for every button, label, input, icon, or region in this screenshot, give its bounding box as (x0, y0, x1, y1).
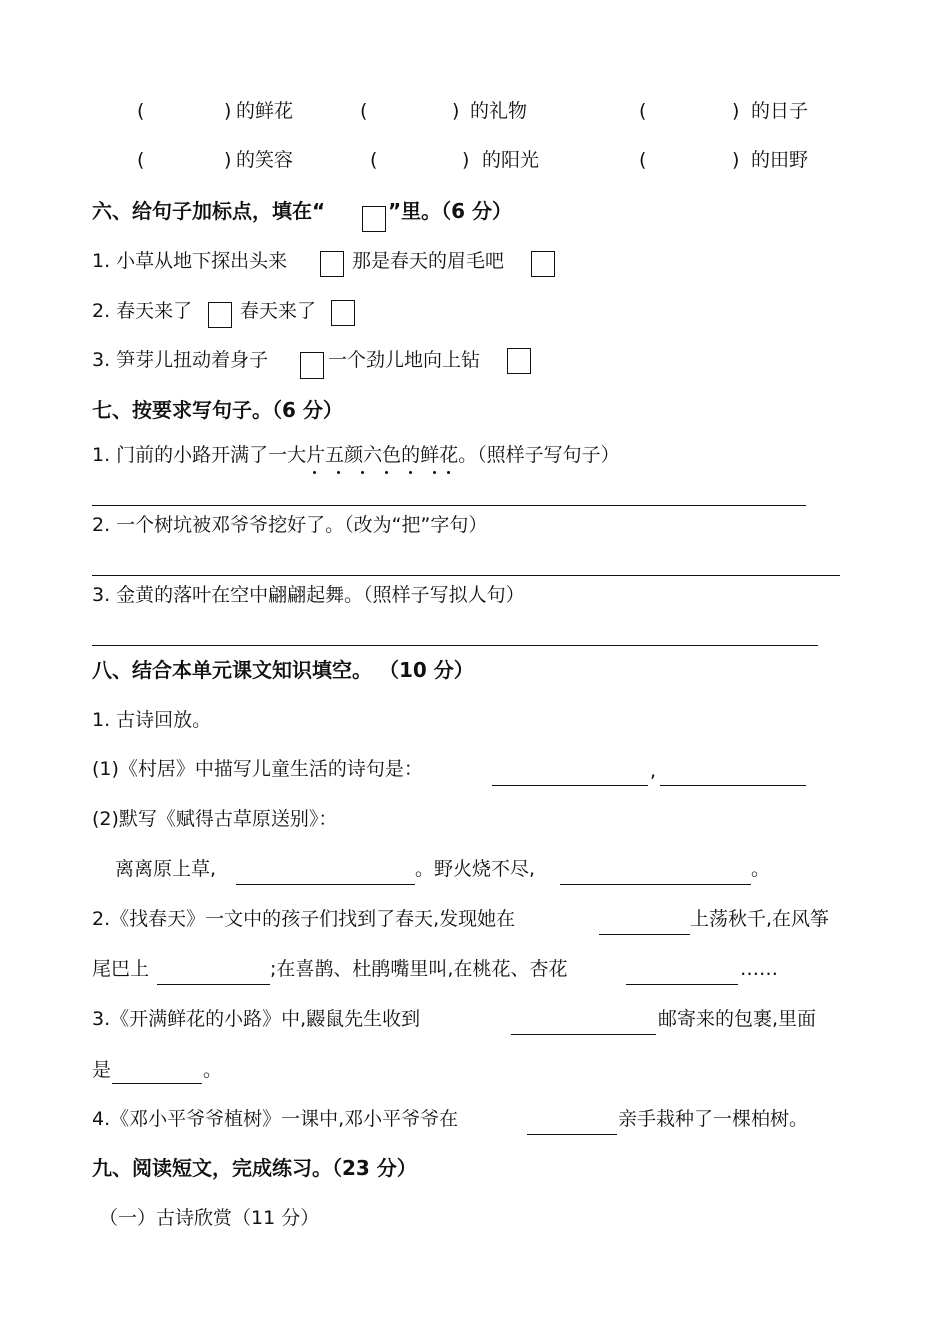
question-text: 2.《找春天》一文中的孩子们找到了春天,发现她在 (92, 908, 516, 930)
poem-text: 。 (751, 858, 771, 880)
answer-line[interactable] (92, 505, 806, 506)
phrase: 的日子 (751, 100, 809, 122)
question-text: …… (740, 958, 778, 980)
close-paren: ) (452, 100, 460, 122)
heading-box (362, 206, 386, 232)
phrase: 的田野 (751, 149, 809, 171)
punctuation-box[interactable] (331, 300, 355, 326)
sentence-part: 1. 小草从地下探出头来 (92, 250, 288, 272)
question-text: 3.《开满鲜花的小路》中,鼹鼠先生收到 (92, 1008, 421, 1030)
question-text: 2. 一个树坑被邓爷爷挖好了。（改为“把”字句） (92, 514, 488, 536)
question-text: 1. 门前的小路开满了一大片五颜六色的鲜花。（照样子写句子） (92, 444, 620, 466)
answer-blank[interactable] (511, 1034, 656, 1035)
question-text: 3. 金黄的落叶在空中翩翩起舞。（照样子写拟人句） (92, 584, 525, 606)
question-text: 。 (203, 1059, 223, 1081)
emphasis-dot (361, 471, 364, 474)
section-heading: 八、结合本单元课文知识填空。 （10 分） (92, 658, 474, 682)
emphasis-dot (447, 471, 450, 474)
question-text: ;在喜鹊、杜鹃嘴里叫,在桃花、杏花 (270, 958, 568, 980)
close-paren: ) (462, 149, 470, 171)
question-title: 1. 古诗回放。 (92, 709, 212, 731)
question-text: 是 (92, 1059, 112, 1081)
emphasis-dot (385, 471, 388, 474)
close-paren: ) (732, 149, 740, 171)
subsection-heading: （一）古诗欣赏（11 分） (99, 1207, 320, 1229)
sentence-part: 那是春天的眉毛吧 (352, 250, 505, 272)
open-paren: ( (639, 149, 647, 171)
close-paren: ) (224, 149, 232, 171)
answer-blank[interactable] (112, 1083, 202, 1084)
punctuation-box[interactable] (507, 348, 531, 374)
answer-blank[interactable] (660, 785, 806, 786)
section-heading: 七、按要求写句子。（6 分） (92, 398, 343, 422)
punctuation-box[interactable] (300, 352, 324, 379)
question-text: 尾巴上 (92, 958, 150, 980)
punctuation-box[interactable] (320, 251, 344, 277)
question-text: 上荡秋千,在风筝 (690, 908, 830, 930)
close-paren: ) (224, 100, 232, 122)
punctuation-box[interactable] (531, 251, 555, 277)
poem-text: 离离原上草, (115, 858, 217, 880)
question-text: 4.《邓小平爷爷植树》一课中,邓小平爷爷在 (92, 1108, 459, 1130)
open-paren: ( (137, 100, 145, 122)
section-heading-end: ”里。（6 分） (388, 199, 513, 223)
phrase: 的礼物 (470, 100, 528, 122)
open-paren: ( (639, 100, 647, 122)
sentence-part: 3. 笋芽儿扭动着身子 (92, 349, 269, 371)
phrase: 的阳光 (482, 149, 540, 171)
open-paren: ( (370, 149, 378, 171)
comma: , (650, 760, 657, 782)
emphasis-dot (313, 471, 316, 474)
sentence-part: 一个劲儿地向上钻 (328, 349, 481, 371)
emphasis-dot (409, 471, 412, 474)
punctuation-box[interactable] (208, 302, 232, 328)
sentence-part: 2. 春天来了 (92, 300, 193, 322)
question-text: (1)《村居》中描写儿童生活的诗句是： (92, 758, 423, 780)
open-paren: ( (137, 149, 145, 171)
phrase: 的鲜花 (236, 100, 294, 122)
section-heading: 六、给句子加标点，填在“ (92, 199, 326, 223)
question-text: 邮寄来的包裹,里面 (658, 1008, 817, 1030)
answer-blank[interactable] (236, 884, 415, 885)
open-paren: ( (360, 100, 368, 122)
answer-line[interactable] (92, 645, 818, 646)
answer-blank[interactable] (560, 884, 751, 885)
answer-blank[interactable] (599, 934, 690, 935)
question-text: (2)默写《赋得古草原送别》： (92, 808, 338, 830)
sentence-part: 春天来了 (240, 300, 317, 322)
close-paren: ) (732, 100, 740, 122)
section-heading: 九、阅读短文，完成练习。（23 分） (92, 1156, 417, 1180)
answer-blank[interactable] (492, 785, 648, 786)
answer-line[interactable] (92, 575, 840, 576)
emphasis-dot (337, 471, 340, 474)
emphasis-dot (433, 471, 436, 474)
question-text: 亲手栽种了一棵柏树。 (618, 1108, 809, 1130)
phrase: 的笑容 (236, 149, 294, 171)
answer-blank[interactable] (157, 984, 270, 985)
answer-blank[interactable] (626, 984, 738, 985)
poem-text: 。野火烧不尽, (415, 858, 536, 880)
answer-blank[interactable] (527, 1134, 617, 1135)
